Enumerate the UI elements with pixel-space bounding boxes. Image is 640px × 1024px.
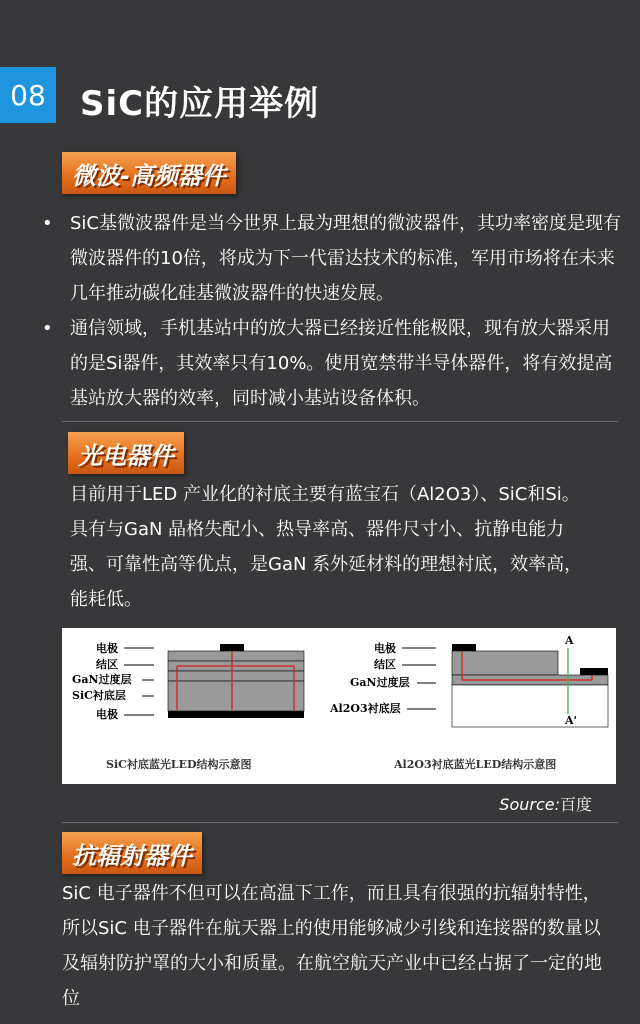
source-value: 百度	[559, 795, 592, 814]
marker-a-top: A	[565, 634, 574, 647]
right-label-0: 电极	[374, 642, 396, 655]
section-tag-microwave-label: 微波-高频器件	[72, 161, 226, 190]
bullet-item: • 通信领域，手机基站中的放大器已经接近性能极限，现有放大器采用的是Si器件，其效率只有10%。使用宽禁带半导体器件，将有效提高基站放大器的效率，同时减小基站设备体积。	[42, 311, 622, 416]
left-label-0: 电极	[96, 642, 118, 655]
radiation-paragraph: SiC 电子器件不但可以在高温下工作，而且具有很强的抗辐射特性，所以SiC 电子器件在航天器上的使用能够减少引线和连接器的数量以及辐射防护罩的大小和质量。在航空航天产业中已经占据了一定的地位	[62, 883, 602, 1009]
right-label-2: GaN过度层	[350, 676, 410, 689]
right-caption: Al2O3衬底蓝光LED结构示意图	[394, 758, 557, 771]
marker-a-bottom: A'	[565, 714, 577, 727]
section-tag-optoelectronic	[68, 432, 184, 474]
source-label: Source:	[499, 795, 560, 814]
optoelectronic-paragraph: 目前用于LED 产业化的衬底主要有蓝宝石（Al2O3）、SiC和Si。具有与GaN 晶格失配小、热导率高、器件尺寸小、抗静电能力强、可靠性高等优点，是GaN 系外延材料的理想衬底，效率高，能耗低。	[70, 484, 583, 610]
section-number-badge	[0, 67, 56, 123]
divider	[62, 421, 618, 422]
divider	[62, 822, 618, 823]
section-tag-optoelectronic-label: 光电器件	[78, 441, 174, 470]
section-tag-microwave	[62, 152, 236, 194]
microwave-bullet-list	[42, 206, 622, 416]
left-label-3: SiC衬底层	[72, 689, 126, 702]
left-label-2: GaN过度层	[72, 673, 132, 686]
left-label-1: 结区	[96, 658, 118, 671]
page-title: SiC的应用举例	[80, 84, 320, 124]
left-label-4: 电极	[96, 708, 118, 721]
section-number: 08	[10, 78, 46, 112]
bullet-item: • SiC基微波器件是当今世界上最为理想的微波器件，其功率密度是现有微波器件的10倍，将成为下一代雷达技术的标准，军用市场将在未来几年推动碳化硅基微波器件的快速发展。	[42, 206, 622, 311]
right-label-1: 结区	[374, 658, 396, 671]
left-caption: SiC衬底蓝光LED结构示意图	[106, 758, 252, 771]
led-structure-figure	[62, 628, 616, 784]
sapphire-led-diagram	[329, 634, 608, 771]
source-credit	[499, 792, 592, 815]
section-tag-radiation-label: 抗辐射器件	[72, 841, 192, 870]
section-tag-radiation	[62, 832, 202, 874]
sic-led-diagram	[72, 641, 304, 771]
right-label-3: Al2O3衬底层	[330, 702, 401, 715]
